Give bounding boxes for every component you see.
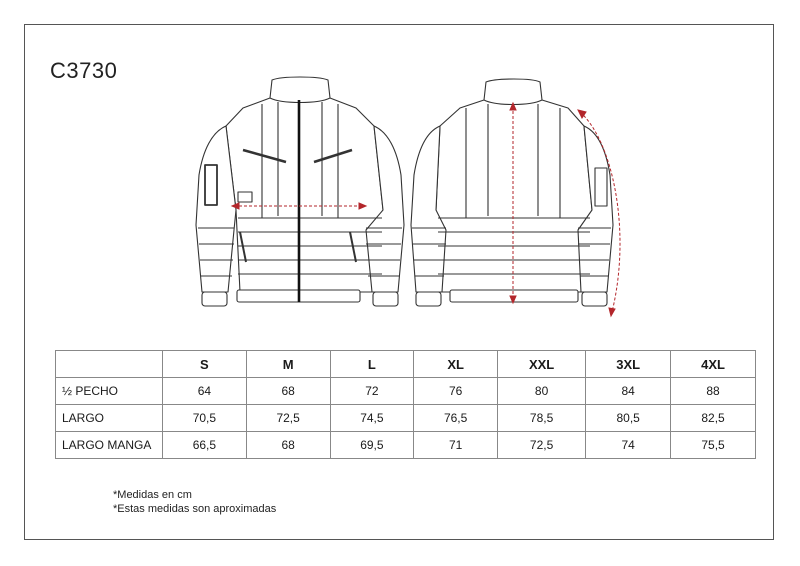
footnotes (113, 488, 276, 516)
table-cell: 88 (671, 378, 756, 405)
table-cell: 68 (246, 378, 330, 405)
footnote-approximate: *Estas medidas son aproximadas (113, 503, 277, 515)
row-label: ½ PECHO (56, 378, 163, 405)
size-header-cell: XXL (498, 351, 586, 378)
table-cell: 78,5 (498, 405, 586, 432)
table-cell: 82,5 (671, 405, 756, 432)
size-header-row (56, 351, 756, 378)
table-cell: 74 (586, 432, 671, 459)
table-cell: 66,5 (163, 432, 247, 459)
table-cell: 75,5 (671, 432, 756, 459)
table-row (56, 405, 756, 432)
table-cell: 64 (163, 378, 247, 405)
product-code: C3730 (50, 58, 118, 83)
table-cell: 68 (246, 432, 330, 459)
table-cell: 72 (330, 378, 414, 405)
table-cell: 72,5 (246, 405, 330, 432)
table-cell: 80 (498, 378, 586, 405)
header-corner-cell (56, 351, 163, 378)
size-header-cell: S (163, 351, 247, 378)
table-cell: 71 (414, 432, 498, 459)
table-cell: 69,5 (330, 432, 414, 459)
row-label: LARGO (56, 405, 163, 432)
row-label: LARGO MANGA (56, 432, 163, 459)
size-header-cell: XL (414, 351, 498, 378)
size-header-cell: L (330, 351, 414, 378)
size-table (55, 350, 756, 459)
table-cell: 72,5 (498, 432, 586, 459)
size-header-cell: 3XL (586, 351, 671, 378)
table-row (56, 432, 756, 459)
table-cell: 76,5 (414, 405, 498, 432)
table-cell: 80,5 (586, 405, 671, 432)
size-header-cell: M (246, 351, 330, 378)
table-cell: 70,5 (163, 405, 247, 432)
table-cell: 84 (586, 378, 671, 405)
table-cell: 76 (414, 378, 498, 405)
table-cell: 74,5 (330, 405, 414, 432)
footnote-units: *Medidas en cm (113, 489, 192, 501)
table-row (56, 378, 756, 405)
size-header-cell: 4XL (671, 351, 756, 378)
